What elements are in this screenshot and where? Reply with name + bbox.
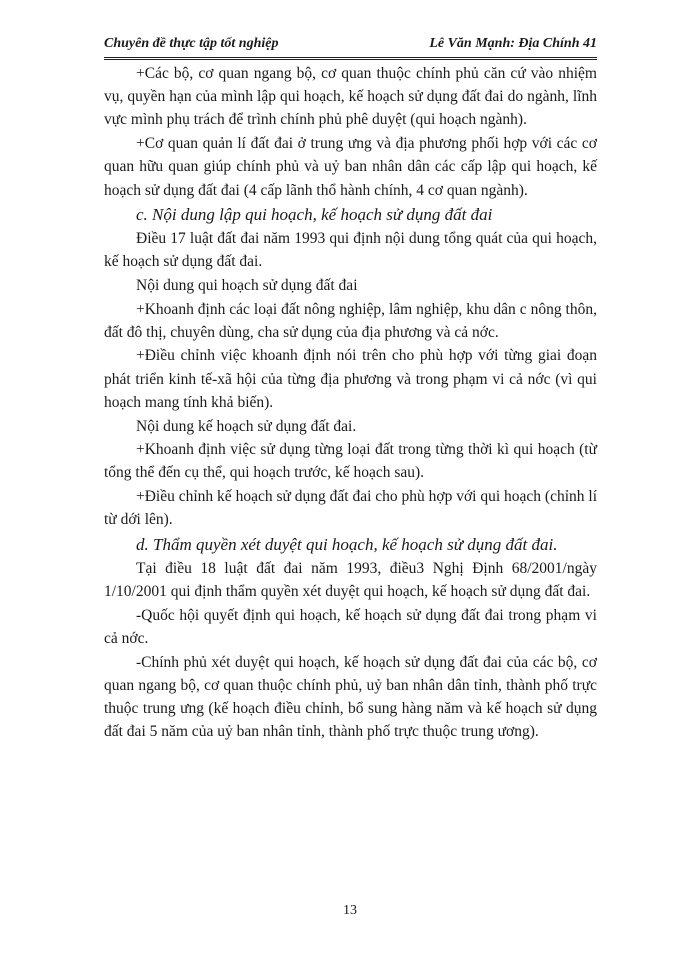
paragraph-zoning: +Khoanh định các loại đất nông nghiệp, lâm nghiệp, khu dân c nông thôn, đất đô thị, chuyên dùng, cha sử dụng của địa phương và cả nớc. (104, 300, 597, 341)
paragraph-land-use-period: +Khoanh định việc sử dụng từng loại đất trong từng thời kì qui hoạch (từ tổng thể đến cụ thể, qui hoạch trước, kế hoạch sau). (104, 441, 597, 482)
paragraph-government: -Chính phủ xét duyệt qui hoạch, kế hoạch sử dụng đất đai của các bộ, cơ quan ngang bộ, cơ quan thuộc chính phủ, uỷ ban nhân dân tỉnh, thành phố trực thuộc trung ưng (kế hoạch điều chỉnh, bổ sung hàng năm và kế hoạch sử dụng đất đai 5 năm của uỷ ban nhân tỉnh, thành phố trực thuộc trung ương). (104, 653, 597, 741)
header-document-title: Chuyên đề thực tập tốt nghiệp (104, 36, 279, 51)
paragraph-adjust-plan: +Điều chỉnh kế hoạch sử dụng đất đai cho phù hợp với qui hoạch (chỉnh lí từ dới lên). (104, 488, 597, 529)
paragraph-land-agencies: +Cơ quan quản lí đất đai ở trung ưng và địa phương phối hợp với các cơ quan hữu quan giúp chính phủ và uỷ ban nhân dân các cấp lập qui hoạch, kế hoạch sử dụng đất đai (4 cấp lãnh thổ hành chính, 4 cơ quan ngành). (104, 135, 597, 199)
section-heading-c: c. Nội dung lập qui hoạch, kế hoạch sử dụng đất đai (136, 204, 493, 224)
page-number: 13 (343, 903, 357, 918)
paragraph-article-17: Điều 17 luật đất đai năm 1993 qui định nội dung tổng quát của qui hoạch, kế hoạch sử dụng đất đai. (104, 229, 597, 271)
section-heading-d: d. Thẩm quyền xét duyệt qui hoạch, kế hoạch sử dụng đất đai. (136, 534, 558, 554)
header-divider (104, 57, 597, 60)
document-body (104, 62, 597, 744)
paragraph-national-assembly: -Quốc hội quyết định qui hoạch, kế hoạch sử dụng đất đai trong phạm vi cả nớc. (104, 606, 597, 647)
page-header (104, 36, 597, 58)
paragraph-planning-content-label: Nội dung qui hoạch sử dụng đất đai (136, 276, 358, 294)
paragraph-article-18: Tại điều 18 luật đất đai năm 1993, điều3 Nghị Định 68/2001/ngày 1/10/2001 qui định thẩm quyền xét duyệt qui hoạch, kế hoạch sử dụng đất đai. (104, 559, 597, 600)
paragraph-plan-content-label: Nội dung kế hoạch sử dụng đất đai. (136, 417, 357, 435)
paragraph-adjust-zoning: +Điều chỉnh việc khoanh định nói trên cho phù hợp với từng giai đoạn phát triển kinh tế-xã hội của từng địa phương và trong phạm vi cả nớc (vì qui hoạch mang tính khả biến). (104, 347, 597, 411)
header-author: Lê Văn Mạnh: Địa Chính 41 (429, 36, 597, 51)
paragraph-ministries: +Các bộ, cơ quan ngang bộ, cơ quan thuộc chính phủ căn cứ vào nhiệm vụ, quyền hạn của mình lập qui hoạch, kế hoạch sử dụng đất đai do ngành, lĩnh vực mình phụ trách để trình chính phủ phê duyệt (qui hoạch ngành). (104, 65, 597, 129)
